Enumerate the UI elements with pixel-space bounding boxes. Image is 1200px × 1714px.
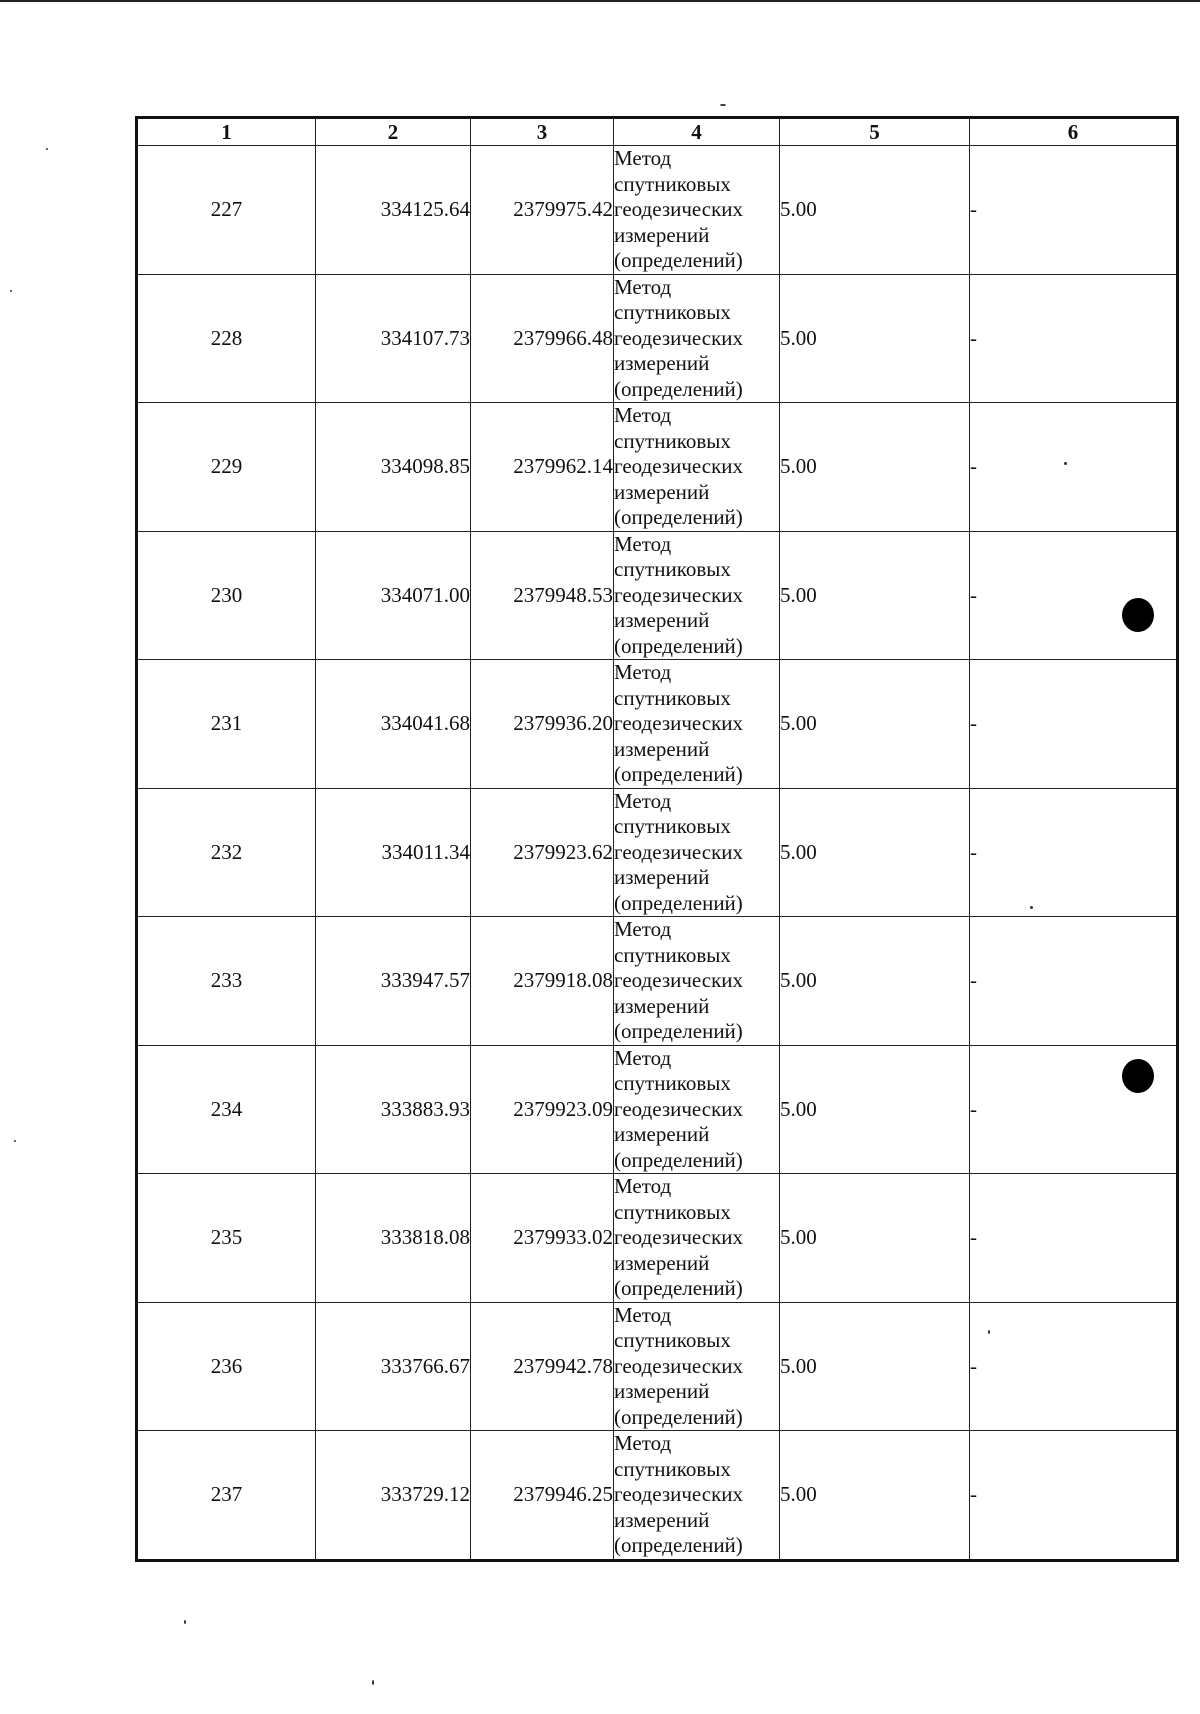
table-row (137, 1431, 1178, 1561)
table-body (137, 146, 1178, 1561)
y-coordinate: 2379948.53 (471, 531, 614, 660)
table-header (137, 118, 1178, 146)
accuracy-value: 5.00 (780, 403, 970, 532)
scan-speck (988, 1330, 990, 1334)
scan-top-edge (0, 0, 1200, 2)
coordinates-table (135, 116, 1179, 1562)
note-cell: - (970, 1045, 1178, 1174)
note-cell: - (970, 403, 1178, 532)
scan-speck (46, 148, 48, 150)
point-number: 233 (137, 917, 316, 1046)
table-row (137, 531, 1178, 660)
accuracy-value: 5.00 (780, 274, 970, 403)
point-number: 228 (137, 274, 316, 403)
accuracy-value: 5.00 (780, 1302, 970, 1431)
x-coordinate: 334125.64 (316, 146, 471, 275)
point-number: 232 (137, 788, 316, 917)
accuracy-value: 5.00 (780, 1174, 970, 1303)
scan-speck (184, 1620, 186, 1624)
x-coordinate: 333947.57 (316, 917, 471, 1046)
note-cell: - (970, 531, 1178, 660)
note-cell: - (970, 1174, 1178, 1303)
determination-method: Метод спутниковых геодезических измерений (определений) (614, 1431, 780, 1561)
table-row (137, 917, 1178, 1046)
point-number: 229 (137, 403, 316, 532)
x-coordinate: 334071.00 (316, 531, 471, 660)
determination-method: Метод спутниковых геодезических измерений (определений) (614, 531, 780, 660)
punch-hole-mark-upper (1122, 598, 1154, 632)
table-row (137, 1174, 1178, 1303)
scan-speck (1030, 906, 1033, 909)
y-coordinate: 2379918.08 (471, 917, 614, 1046)
accuracy-value: 5.00 (780, 660, 970, 789)
determination-method: Метод спутниковых геодезических измерений (определений) (614, 917, 780, 1046)
table-row (137, 788, 1178, 917)
column-header-2: 2 (316, 118, 471, 146)
table-row (137, 660, 1178, 789)
scan-speck (14, 1140, 16, 1142)
y-coordinate: 2379962.14 (471, 403, 614, 532)
note-cell: - (970, 1302, 1178, 1431)
table-row (137, 146, 1178, 275)
point-number: 230 (137, 531, 316, 660)
x-coordinate: 334107.73 (316, 274, 471, 403)
column-header-3: 3 (471, 118, 614, 146)
accuracy-value: 5.00 (780, 1431, 970, 1561)
scan-speck (1064, 462, 1067, 465)
point-number: 236 (137, 1302, 316, 1431)
header-row (137, 118, 1178, 146)
point-number: 227 (137, 146, 316, 275)
y-coordinate: 2379966.48 (471, 274, 614, 403)
point-number: 237 (137, 1431, 316, 1561)
accuracy-value: 5.00 (780, 1045, 970, 1174)
determination-method: Метод спутниковых геодезических измерений (определений) (614, 403, 780, 532)
x-coordinate: 334041.68 (316, 660, 471, 789)
note-cell: - (970, 146, 1178, 275)
determination-method: Метод спутниковых геодезических измерений (определений) (614, 788, 780, 917)
column-header-4: 4 (614, 118, 780, 146)
x-coordinate: 334098.85 (316, 403, 471, 532)
column-header-6: 6 (970, 118, 1178, 146)
point-number: 235 (137, 1174, 316, 1303)
y-coordinate: 2379946.25 (471, 1431, 614, 1561)
y-coordinate: 2379936.20 (471, 660, 614, 789)
y-coordinate: 2379975.42 (471, 146, 614, 275)
determination-method: Метод спутниковых геодезических измерений (определений) (614, 1302, 780, 1431)
x-coordinate: 333766.67 (316, 1302, 471, 1431)
note-cell: - (970, 274, 1178, 403)
determination-method: Метод спутниковых геодезических измерений (определений) (614, 146, 780, 275)
scan-speck (720, 104, 726, 106)
y-coordinate: 2379923.09 (471, 1045, 614, 1174)
note-cell: - (970, 788, 1178, 917)
accuracy-value: 5.00 (780, 531, 970, 660)
determination-method: Метод спутниковых геодезических измерений (определений) (614, 1174, 780, 1303)
table-row (137, 403, 1178, 532)
punch-hole-mark-lower (1122, 1059, 1154, 1093)
scan-speck (372, 1680, 374, 1685)
determination-method: Метод спутниковых геодезических измерений (определений) (614, 274, 780, 403)
x-coordinate: 333883.93 (316, 1045, 471, 1174)
note-cell: - (970, 660, 1178, 789)
accuracy-value: 5.00 (780, 788, 970, 917)
x-coordinate: 334011.34 (316, 788, 471, 917)
point-number: 234 (137, 1045, 316, 1174)
point-number: 231 (137, 660, 316, 789)
table-row (137, 1302, 1178, 1431)
note-cell: - (970, 917, 1178, 1046)
table-row (137, 1045, 1178, 1174)
scan-speck (10, 290, 12, 292)
accuracy-value: 5.00 (780, 146, 970, 275)
y-coordinate: 2379933.02 (471, 1174, 614, 1303)
determination-method: Метод спутниковых геодезических измерений (определений) (614, 660, 780, 789)
column-header-5: 5 (780, 118, 970, 146)
y-coordinate: 2379923.62 (471, 788, 614, 917)
table-row (137, 274, 1178, 403)
x-coordinate: 333729.12 (316, 1431, 471, 1561)
y-coordinate: 2379942.78 (471, 1302, 614, 1431)
column-header-1: 1 (137, 118, 316, 146)
note-cell: - (970, 1431, 1178, 1561)
determination-method: Метод спутниковых геодезических измерений (определений) (614, 1045, 780, 1174)
x-coordinate: 333818.08 (316, 1174, 471, 1303)
accuracy-value: 5.00 (780, 917, 970, 1046)
